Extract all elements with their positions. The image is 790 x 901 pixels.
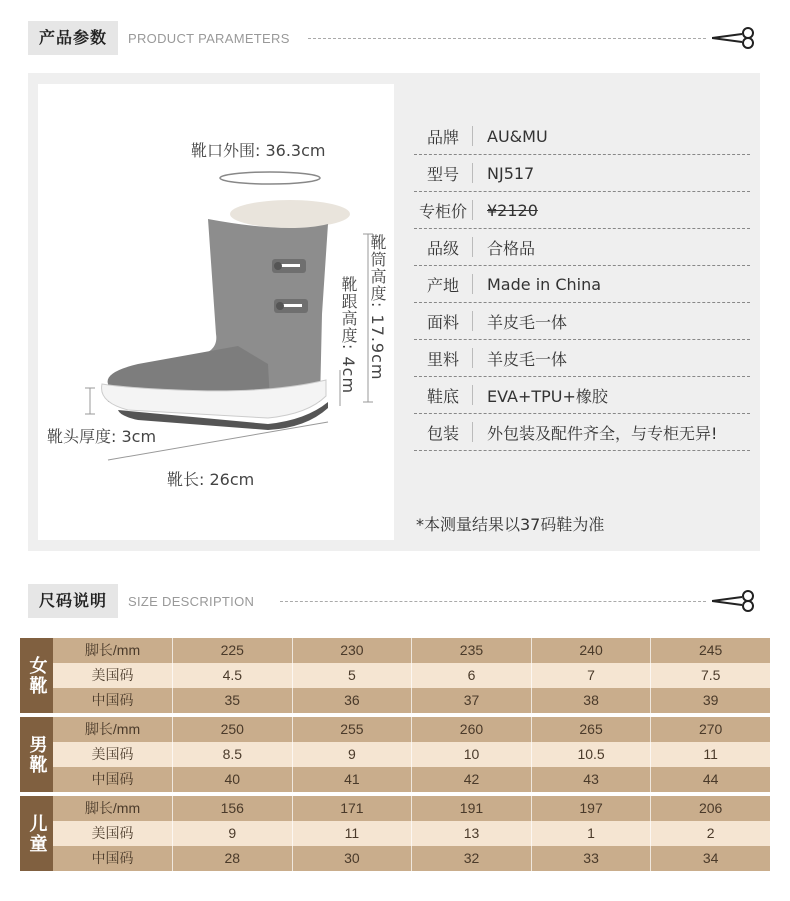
table-cell: 206 [698,800,723,816]
table-cell: 260 [412,717,532,742]
params-section-title: 产品参数 [28,21,118,55]
row-label: 中国码 [53,846,173,871]
table-cell: 39 [702,692,719,708]
param-label: 品级 [426,238,459,258]
table-row [53,663,770,688]
gender-label-text: 男靴 [26,734,48,775]
param-separator [472,274,473,294]
param-separator [472,237,473,257]
table-cell: 156 [173,796,293,821]
table-cell: 30 [293,846,413,871]
table-cell: 7 [532,663,652,688]
table-cell: 255 [293,717,413,742]
table-cell: 42 [412,767,532,792]
table-cell: 38 [532,688,652,713]
params-section-header [28,21,290,55]
param-value: Made in China [487,274,602,294]
param-row [414,377,750,414]
table-cell: 5 [293,663,413,688]
param-row [414,118,750,155]
row-label: 美国码 [53,742,173,767]
table-cell: 191 [412,796,532,821]
gender-label-text: 女靴 [26,655,48,696]
param-label: 面料 [426,312,459,332]
table-cell: 41 [293,767,413,792]
shaft-height-measurement: 靴筒高度: 17.9cm [368,234,387,381]
table-cell: 10 [412,742,532,767]
table-row [53,638,770,663]
row-label: 脚长/mm [53,796,173,821]
param-row [414,229,750,266]
param-row [414,266,750,303]
param-separator [472,126,473,146]
param-label: 专柜价 [418,201,467,221]
param-value: 合格品 [487,238,536,258]
gender-label [20,717,53,792]
table-cell: 40 [173,767,293,792]
toe-thickness-measurement: 靴头厚度: 3cm [47,427,157,446]
table-row [53,796,770,821]
table-cell: 43 [532,767,652,792]
param-separator [472,200,473,220]
params-list [414,118,750,451]
size-section-header [28,584,254,618]
table-row [53,821,770,846]
section-divider [308,38,706,39]
row-label: 脚长/mm [53,638,173,663]
table-cell: 235 [412,638,532,663]
table-row [53,717,770,742]
param-separator [472,348,473,368]
table-cell: 230 [293,638,413,663]
table-cell: 2 [706,825,715,841]
table-cell: 36 [293,688,413,713]
heel-height-measurement: 靴跟高度: 4cm [339,276,358,395]
param-row [414,303,750,340]
table-cell: 13 [412,821,532,846]
section-divider [280,601,706,602]
gender-label [20,796,53,871]
table-row [53,742,770,767]
table-cell: 197 [532,796,652,821]
param-label: 包装 [426,423,459,443]
table-cell: 7.5 [700,667,721,683]
param-label: 品牌 [426,127,459,147]
row-label: 中国码 [53,688,173,713]
param-separator [472,422,473,442]
measurement-note: *本测量结果以37码鞋为准 [416,515,605,534]
param-separator [472,311,473,331]
table-cell: 10.5 [532,742,652,767]
length-measurement: 靴长: 26cm [167,470,255,489]
table-cell: 250 [173,717,293,742]
param-value: 外包装及配件齐全，与专柜无异! [487,423,718,443]
param-value-price: ¥2120 [487,200,538,220]
param-value: 羊皮毛一体 [487,349,568,369]
table-cell: 171 [293,796,413,821]
table-cell: 35 [173,688,293,713]
table-cell: 11 [703,746,718,762]
table-cell: 1 [532,821,652,846]
table-cell: 28 [173,846,293,871]
size-section-subtitle: SIZE DESCRIPTION [128,593,255,609]
row-label: 脚长/mm [53,717,173,742]
table-row [53,767,770,792]
table-cell: 9 [173,821,293,846]
size-table-group [20,796,770,871]
param-value: 羊皮毛一体 [487,312,568,332]
table-cell: 265 [532,717,652,742]
param-value: NJ517 [487,163,535,183]
table-cell: 11 [293,821,413,846]
param-label: 鞋底 [426,386,459,406]
table-cell: 44 [702,771,719,787]
param-separator [472,163,473,183]
param-label: 型号 [426,164,459,184]
table-cell: 225 [173,638,293,663]
table-cell: 245 [698,642,723,658]
table-cell: 4.5 [173,663,293,688]
param-separator [472,385,473,405]
table-cell: 270 [698,721,723,737]
params-section-subtitle: PRODUCT PARAMETERS [128,30,290,46]
table-cell: 32 [412,846,532,871]
gender-label-text: 儿童 [26,813,48,854]
param-value: AU&MU [487,126,548,146]
table-cell: 240 [532,638,652,663]
scissors-icon [712,590,758,612]
row-label: 美国码 [53,663,173,688]
table-row [53,846,770,871]
opening-measurement: 靴口外围: 36.3cm [191,141,326,160]
param-row [414,192,750,229]
table-cell: 8.5 [173,742,293,767]
row-label: 美国码 [53,821,173,846]
param-row [414,414,750,451]
table-cell: 9 [293,742,413,767]
size-table-group [20,638,770,713]
size-section-title: 尺码说明 [28,584,118,618]
param-label: 里料 [426,349,459,369]
table-cell: 6 [412,663,532,688]
table-cell: 33 [532,846,652,871]
table-cell: 34 [702,850,719,866]
table-cell: 37 [412,688,532,713]
param-row [414,340,750,377]
param-label: 产地 [426,275,459,295]
param-value: EVA+TPU+橡胶 [487,386,608,406]
table-row [53,688,770,713]
row-label: 中国码 [53,767,173,792]
gender-label [20,638,53,713]
param-row [414,155,750,192]
scissors-icon [712,27,758,49]
size-table-group [20,717,770,792]
